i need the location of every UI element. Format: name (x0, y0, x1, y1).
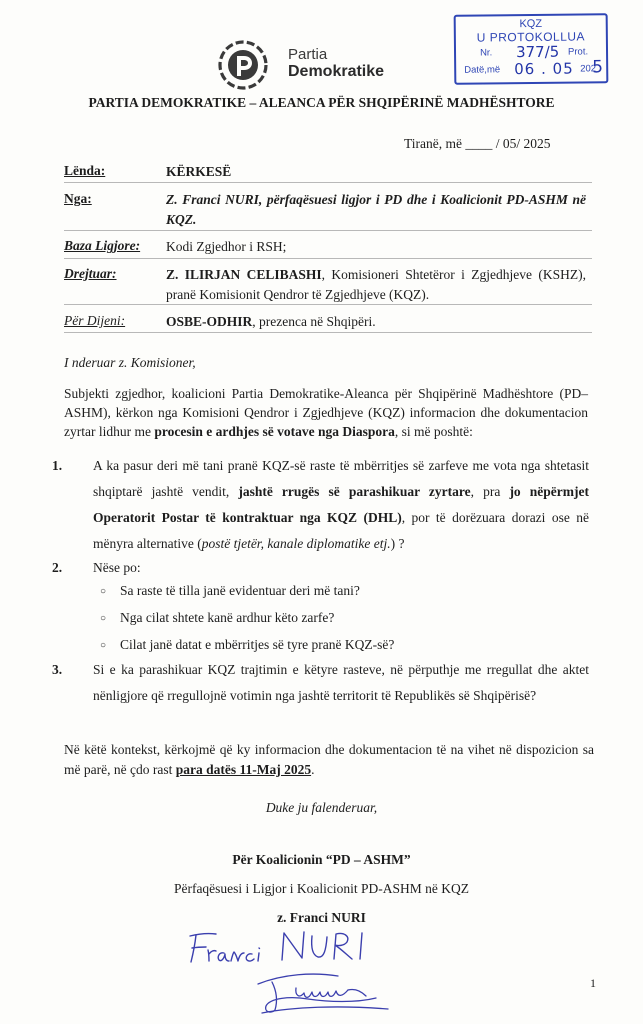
field-label-baza: Baza Ligjore: (64, 238, 141, 253)
circle-bullet-icon: ○ (100, 640, 107, 651)
signature (238, 966, 408, 1018)
intro-text: Subjekti zgjedhor, koalicioni Partia Demokratike-Aleanca për Shqipërinë Madhështore (PD–ASHM), kërkon nga Komisioni Qendror i Zgjedhjeve (KQZ) informacion dhe dokumentacion zyrtar lidhur me (64, 386, 588, 439)
pd-logo-icon (218, 40, 268, 90)
question-1-text-end: ) ? (390, 536, 405, 551)
place-date: Tiranë, më ____ / 05/ 2025 (404, 136, 551, 151)
context-text-end: . (311, 762, 315, 777)
addressee-title: , Komisioneri Shtetëror i Zgjedhjeve (KSHZ), pranë Komisionit Qendror të Zgjedhjeve (KQZ). (166, 267, 586, 302)
deadline: para datës 11-Maj 2025 (175, 762, 312, 777)
divider (64, 332, 592, 333)
field-label-drejtuar: Drejtuar: (64, 266, 117, 281)
stamp-year-written: 5 (592, 57, 604, 78)
context-text: Në këtë kontekst, kërkojmë që ky informacion dhe dokumentacion të na vihet në dispozicion sa më parë, në çdo rast (64, 742, 594, 777)
cc-name: OSBE-ODHIR (166, 314, 253, 329)
field-value-baza: Kodi Zgjedhor i RSH; (166, 239, 287, 254)
organization-title: PARTIA DEMOKRATIKE – ALEANCA PËR SHQIPËRINË MADHËSHTORE (88, 95, 555, 110)
question-2-intro: Nëse po: (93, 560, 141, 575)
divider (64, 230, 592, 231)
field-label-nga: Nga: (64, 191, 92, 206)
field-value-dijeni (166, 312, 586, 332)
divider (64, 258, 592, 259)
item-number: 1. (52, 458, 63, 473)
stamp-prot-label: Prot. (567, 46, 589, 58)
stamp-nr-value: 377/5 (515, 42, 560, 62)
item-number: 2. (52, 560, 63, 575)
circle-bullet-icon: ○ (100, 613, 107, 624)
field-label-lenda: Lënda: (64, 163, 106, 178)
intro-emphasis: procesin e ardhjes së votave nga Diaspora (154, 424, 395, 439)
stamp-status: U PROTOKOLLUA (476, 29, 586, 45)
divider (64, 304, 592, 305)
context-paragraph (64, 740, 594, 780)
signatory-role: Përfaqësuesi i Ligjor i Koalicionit PD-ASHM në KQZ (173, 881, 470, 896)
cc-detail: , prezenca në Shqipëri. (252, 314, 376, 329)
question-3: Si e ka parashikuar KQZ trajtimin e këtyre rasteve, në përputhje me rregullat dhe aktet nënligjore që rregullojnë votimin nga jashtë territorit të Republikës së Shqipërisë? (93, 662, 589, 703)
field-value-drejtuar (166, 265, 586, 305)
field-label-dijeni: Për Dijeni: (64, 313, 126, 328)
salutation: I nderuar z. Komisioner, (64, 355, 196, 370)
sub-question: Nga cilat shtete kanë ardhur këto zarfe? (120, 610, 335, 625)
field-value-lenda: KËRKESË (166, 164, 232, 179)
intro-text-end: , si më poshtë: (394, 424, 473, 439)
stamp-year-printed: 202 (580, 63, 597, 75)
signature-for: Për Koalicionin “PD – ASHM” (232, 852, 411, 867)
registration-stamp (454, 13, 609, 85)
intro-paragraph (64, 384, 588, 441)
question-1-text: A ka pasur deri më tani pranë KQZ-së raste të mbërritjes së zarfeve me vota nga shtetasit shqiptarë jashtë vendit, (93, 458, 589, 499)
page-number: 1 (590, 976, 596, 990)
logo-text-partia: Partia (288, 46, 328, 63)
sub-question: Cilat janë datat e mbërritjes së tyre pranë KQZ-së? (120, 637, 395, 652)
question-1-emphasis: jo nëpërmjet Operatorit Postar të kontraktuar nga KQZ (DHL) (93, 484, 589, 525)
logo-text-demokratike: Demokratike (288, 63, 385, 80)
divider (64, 182, 592, 183)
handwritten-name (176, 924, 396, 968)
field-value-nga: Z. Franci NURI, përfaqësuesi ligjor i PD dhe i Koalicionit PD-ASHM në KQZ. (166, 192, 586, 227)
stamp-date-label: Datë,më (464, 64, 501, 76)
sub-question: Sa raste të tilla janë evidentuar deri më tani? (120, 583, 360, 598)
stamp-date-value: 06 . 05 (514, 59, 574, 79)
closing-thanks: Duke ju falenderuar, (265, 800, 378, 815)
item-number: 3. (52, 662, 63, 677)
signatory-name: z. Franci NURI (277, 910, 366, 925)
question-1-examples: postë tjetër, kanale diplomatike etj. (201, 536, 391, 551)
addressee-name: Z. ILIRJAN CELIBASHI (166, 267, 322, 282)
question-1-emphasis: jashtë rrugës së parashikuar zyrtare (238, 484, 471, 499)
circle-bullet-icon: ○ (100, 586, 107, 597)
stamp-nr-label: Nr. (479, 47, 493, 59)
stamp-authority: KQZ (519, 17, 543, 31)
question-1-text: , por të dorëzuara dorazi ose në mënyra alternative ( (93, 510, 589, 551)
question-1 (93, 453, 589, 557)
question-1-text: , pra (470, 484, 510, 499)
